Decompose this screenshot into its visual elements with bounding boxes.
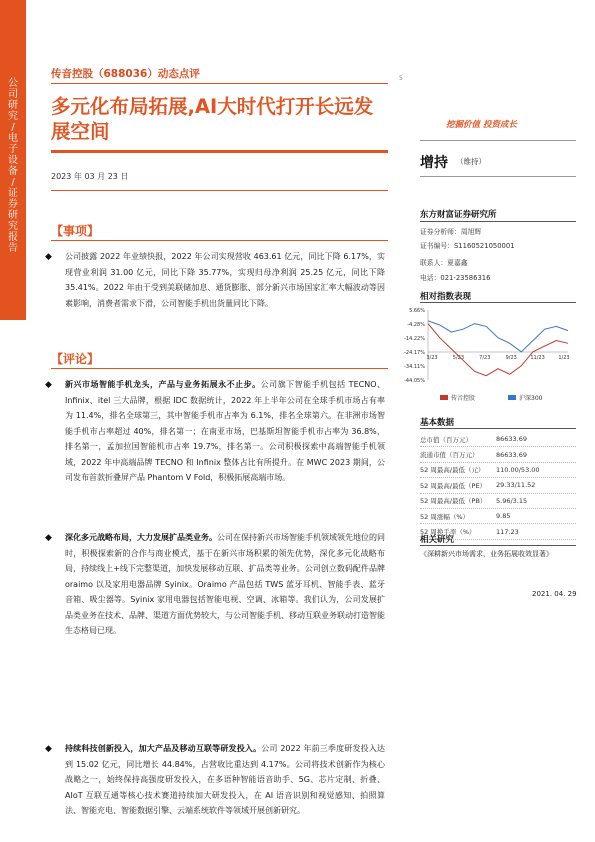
bullet-icon: ◆ [45, 533, 52, 543]
y-tick-label: -14.22% [404, 336, 425, 342]
chart-svg [396, 304, 576, 394]
paragraph-lead: 新兴市场智能手机龙头，产品与业务拓展永不止步。 [65, 380, 261, 389]
bullet-icon: ◆ [45, 744, 52, 754]
rating-sub: （维持） [456, 157, 486, 166]
event-heading-rule [51, 240, 388, 241]
related-rule [420, 545, 576, 546]
paragraph-lead: 持续科技创新投入，加大产品及移动互联等研发投入。 [65, 744, 262, 753]
table-key: 52 周最高/最低（PE） [420, 481, 487, 490]
legend-item [440, 393, 475, 402]
header-rule [51, 83, 388, 84]
related-report-title: 《深耕新兴市场需求，业务拓展收效显著》 [420, 550, 553, 558]
legend-swatch [508, 395, 516, 400]
table-value: 86633.69 [496, 450, 528, 459]
x-tick-label: 1/23 [558, 355, 570, 362]
y-tick-label: -34.11% [404, 364, 425, 370]
table-row [420, 478, 576, 493]
table-value: 29.33/11.52 [496, 481, 536, 490]
y-tick-label: -44.05% [404, 378, 425, 384]
event-paragraph: 公司披露 2022 年业绩快报，2022 年公司实现营收 463.61 亿元，同比下降 6.17%，实现营业利润 31.00 亿元，同比下降 35.77%，实现归母净利润 25.25 亿元，同比下降 35.41%。2022 年由于受到美联储加息、通货膨胀、部分新兴市场国家汇率大幅波动等因素影响，消费者需求下滑，公司智能手机出货量同比下降。 [65, 252, 385, 308]
y-tick-label: -24.17% [404, 350, 425, 356]
chart-rule [420, 302, 576, 303]
side-char: 子 [8, 144, 18, 155]
firm-rule [420, 221, 576, 222]
basic-data-rule [420, 428, 576, 429]
side-char: 报 [8, 232, 18, 243]
bullet-icon: ◆ [45, 380, 52, 390]
side-category-text [3, 78, 23, 254]
paragraph-body: 公司旗下智能手机包括 TECNO、Infinix、itel 三大品牌，根据 IDC 数据统计，2022 年上半年公司在全球手机市场占有率为 11.4%，排名全球第三，其中智能手机市占率为 6.1%，排名全球第六。在非洲市场智能手机市占率超过 40%，排名第一；在南亚市场，巴基斯坦智能手机市占率为 36.8%，排名第一，孟加拉国智能机市占率 19.7%，排名第一。公司积极探索中高端智能手机领域，2022 年中高端品牌 TECNO 和 Infinix 整体占比有所提升。在 MWC 2023 期间，公司发布首款折叠屏产品 Phantom V Fold，积极拓展高端市场。 [65, 380, 385, 482]
side-char: 设 [8, 155, 18, 166]
table-row [420, 432, 576, 447]
table-row [420, 494, 576, 509]
y-tick-label: 5.66% [409, 308, 425, 314]
title-rule [51, 150, 388, 153]
table-value: 5.96/3.15 [496, 496, 528, 505]
side-char: 证 [8, 188, 18, 199]
table-row [420, 509, 576, 524]
comment-heading-rule [51, 368, 388, 369]
title-line-1: 多元化布局拓展,AI大时代打开长远发 [51, 95, 374, 118]
slogan-rule [420, 140, 576, 141]
table-key: 52 周换手率（%） [420, 528, 476, 537]
comment-paragraph-3 [65, 741, 385, 819]
side-char: 研 [8, 100, 18, 111]
table-key: 总市值（百万元） [420, 435, 472, 444]
table-key: 流通市值（百万元） [420, 451, 479, 460]
table-row [420, 463, 576, 478]
side-char: 电 [8, 133, 18, 144]
legend-item [508, 393, 542, 402]
table-value: 117.23 [496, 527, 519, 536]
side-char: 司 [8, 89, 18, 100]
side-char: 告 [8, 243, 18, 254]
paragraph-body: 公司在保持新兴市场智能手机领域领先地位的同时，积极探索新的合作与商业模式，基于在新兴市场积累的领先优势，深化多元化战略布局，持续线上+线下完整渠道，加快发展移动互联、扩品类等业务。公司创立数码配件品牌 oraimo 以及家用电器品牌 Syinix。Oraimo 产品包括 TWS 蓝牙耳机、智能手表、蓝牙音箱、吸尘器等。Syinix 家用电器包括智能电视、空调、冰箱等。我们认为，公司发展扩品类业务在技术、品牌、渠道方面优势较大，与公司智能手机、移动互联业务联动打造智能生态格局已现。 [65, 533, 385, 635]
event-heading: 【事项】 [51, 224, 100, 238]
analyst-row: 证书编号：S1160521050001 [420, 242, 515, 250]
side-char: 券 [8, 199, 18, 210]
side-char: 研 [8, 210, 18, 221]
slogan: 挖掘价值 投资成长 [446, 120, 517, 130]
table-key: 52 周最高/最低（元） [420, 466, 485, 475]
table-value: 9.85 [496, 512, 511, 521]
table-value: 110.00/53.00 [496, 465, 540, 474]
x-tick-label: 3/23 [426, 355, 438, 362]
research-firm: 东方财富证券研究所 [420, 210, 497, 220]
chart-heading: 相对指数表现 [420, 292, 472, 302]
analyst-row: 联系人：夏嘉鑫 [420, 259, 468, 267]
side-char: 备 [8, 166, 18, 177]
basic-data-heading: 基本数据 [420, 418, 455, 428]
company-line: 传音控股（688036）动态点评 [51, 68, 200, 80]
legend-swatch [440, 395, 448, 400]
table-key: 52 周最高/最低（PB） [420, 497, 487, 506]
x-tick-label: 7/23 [479, 355, 491, 362]
comment-heading: 【评论】 [51, 352, 100, 366]
date-rule [51, 190, 388, 191]
x-tick-label: 9/23 [505, 355, 517, 362]
page-title [51, 94, 396, 144]
y-tick-label: -4.28% [407, 322, 425, 328]
paragraph-lead: 深化多元战略布局，大力发展扩品类业务。 [65, 533, 217, 542]
page-mark: 5 [399, 75, 403, 82]
comment-paragraph-1 [65, 377, 385, 486]
paragraph-body: 公司 2022 年前三季度研发投入达到 15.02 亿元，同比增长 44.84%，占营收比重达到 4.17%。公司将技术创新作为核心战略之一，始终保持高强度研发投入，在多语种智能语音助手、5G、芯片定制、折叠、AIoT 互联互通等核心技术赛道持续加大研发投入，在 AI 语音识别和视觉感知、拍照算法、智能充电、智能数据引擎、云端系统软件等领域开展创新研究。 [65, 744, 385, 815]
side-char: 究 [8, 111, 18, 122]
report-date: 2023 年 03 月 23 日 [51, 172, 129, 181]
table-row [420, 447, 576, 462]
legend-label: 沪深300 [519, 395, 543, 402]
analyst-row: 电话：021-23586316 [420, 274, 491, 282]
comment-paragraph-2 [65, 530, 385, 639]
basic-data-table [420, 432, 576, 540]
table-value: 86633.69 [496, 435, 528, 444]
series-line-stock [428, 324, 568, 376]
related-heading: 相关研究 [420, 535, 455, 545]
legend-label: 传音控股 [451, 395, 476, 402]
title-line-2: 展空间 [51, 120, 110, 143]
side-char: 究 [8, 221, 18, 232]
side-char: / [11, 177, 15, 188]
x-tick-label: 11/23 [530, 355, 545, 362]
bullet-icon: ◆ [45, 252, 52, 262]
related-report-date: 2021. 04. 29 [532, 590, 577, 598]
analyst-row: 证券分析师：周旭辉 [420, 228, 482, 236]
rating: 增持 [420, 155, 448, 171]
x-tick-label: 5/23 [452, 355, 465, 362]
rating-rule [420, 176, 576, 177]
table-key: 52 周涨幅（%） [420, 512, 470, 521]
side-char: / [11, 122, 15, 133]
relative-index-chart [396, 304, 576, 406]
side-char: 公 [8, 78, 18, 89]
